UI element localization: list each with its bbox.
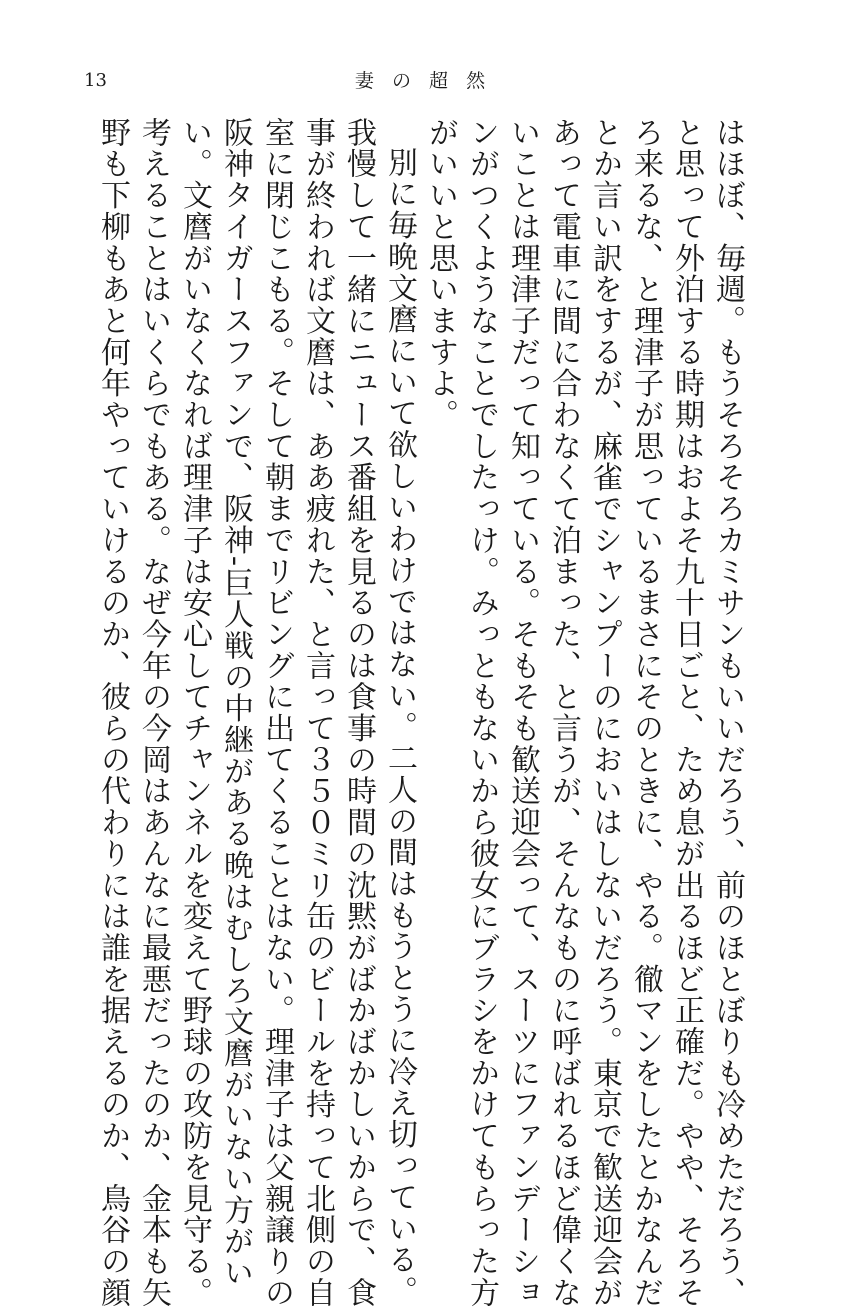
text-line: 考えることはいくらでもある。なぜ今年の今岡はあんなに最悪だったのか、金本も矢: [136, 117, 171, 1308]
text-line: 野も下柳もあと何年やっていけるのか、彼らの代わりには誰を据えるのか、鳥谷の顔: [95, 117, 130, 1308]
text-line: あって電車に間に合わなくて泊まった、と言うが、そんなものに呼ばれるほど偉くな: [546, 117, 581, 1308]
vertical-body-text: [78, 117, 748, 1308]
running-title: 妻の超然: [354, 70, 504, 92]
text-line: いことは理津子だって知っている。そもそも歓送迎会って、スーツにファンデーショ: [505, 117, 540, 1308]
text-line: 室に閉じこもる。そして朝までリビングに出てくることはない。理津子は父親譲りの: [259, 117, 294, 1308]
text-line: はほぼ、毎週。もうそろそろカミサンもいいだろう、前のほとぼりも冷めただろう、: [710, 117, 745, 1308]
page-header: [0, 66, 841, 96]
text-line: ンがつくようなことでしたっけ。みっともないから彼女にブラシをかけてもらった方: [464, 117, 499, 1308]
text-line: 阪神タイガースファンで、阪神‐巨人戦の中継がある晩はむしろ文麿がいない方がい: [218, 117, 253, 1289]
text-line: がいいと思いますよ。: [423, 117, 458, 431]
text-line: ろ来るな、と理津子が思っているまさにそのときに、やる。徹マンをしたとかなんだ: [628, 117, 663, 1308]
text-line: 事が終われば文麿は、ああ疲れた、と言って３５０ミリ缶のビールを持って北側の自: [300, 117, 335, 1308]
text-line-paragraph-start: 別に毎晩文麿にいて欲しいわけではない。二人の間はもうとうに冷え切っている。: [382, 147, 417, 1307]
page-number: 13: [84, 70, 107, 91]
text-line: と思って外泊する時期はおよそ九十日ごと、ため息が出るほど正確だ。やや、そろそ: [669, 117, 704, 1308]
text-line: 我慢して一緒にニュース番組を見るのは食事の時間の沈黙がばかばかしいからで、食: [341, 117, 376, 1308]
text-line: い。文麿がいなくなれば理津子は安心してチャンネルを変えて野球の攻防を見守る。: [177, 117, 212, 1308]
text-line: とか言い訳をするが、麻雀でシャンプーのにおいはしないだろう。東京で歓送迎会が: [587, 117, 622, 1308]
